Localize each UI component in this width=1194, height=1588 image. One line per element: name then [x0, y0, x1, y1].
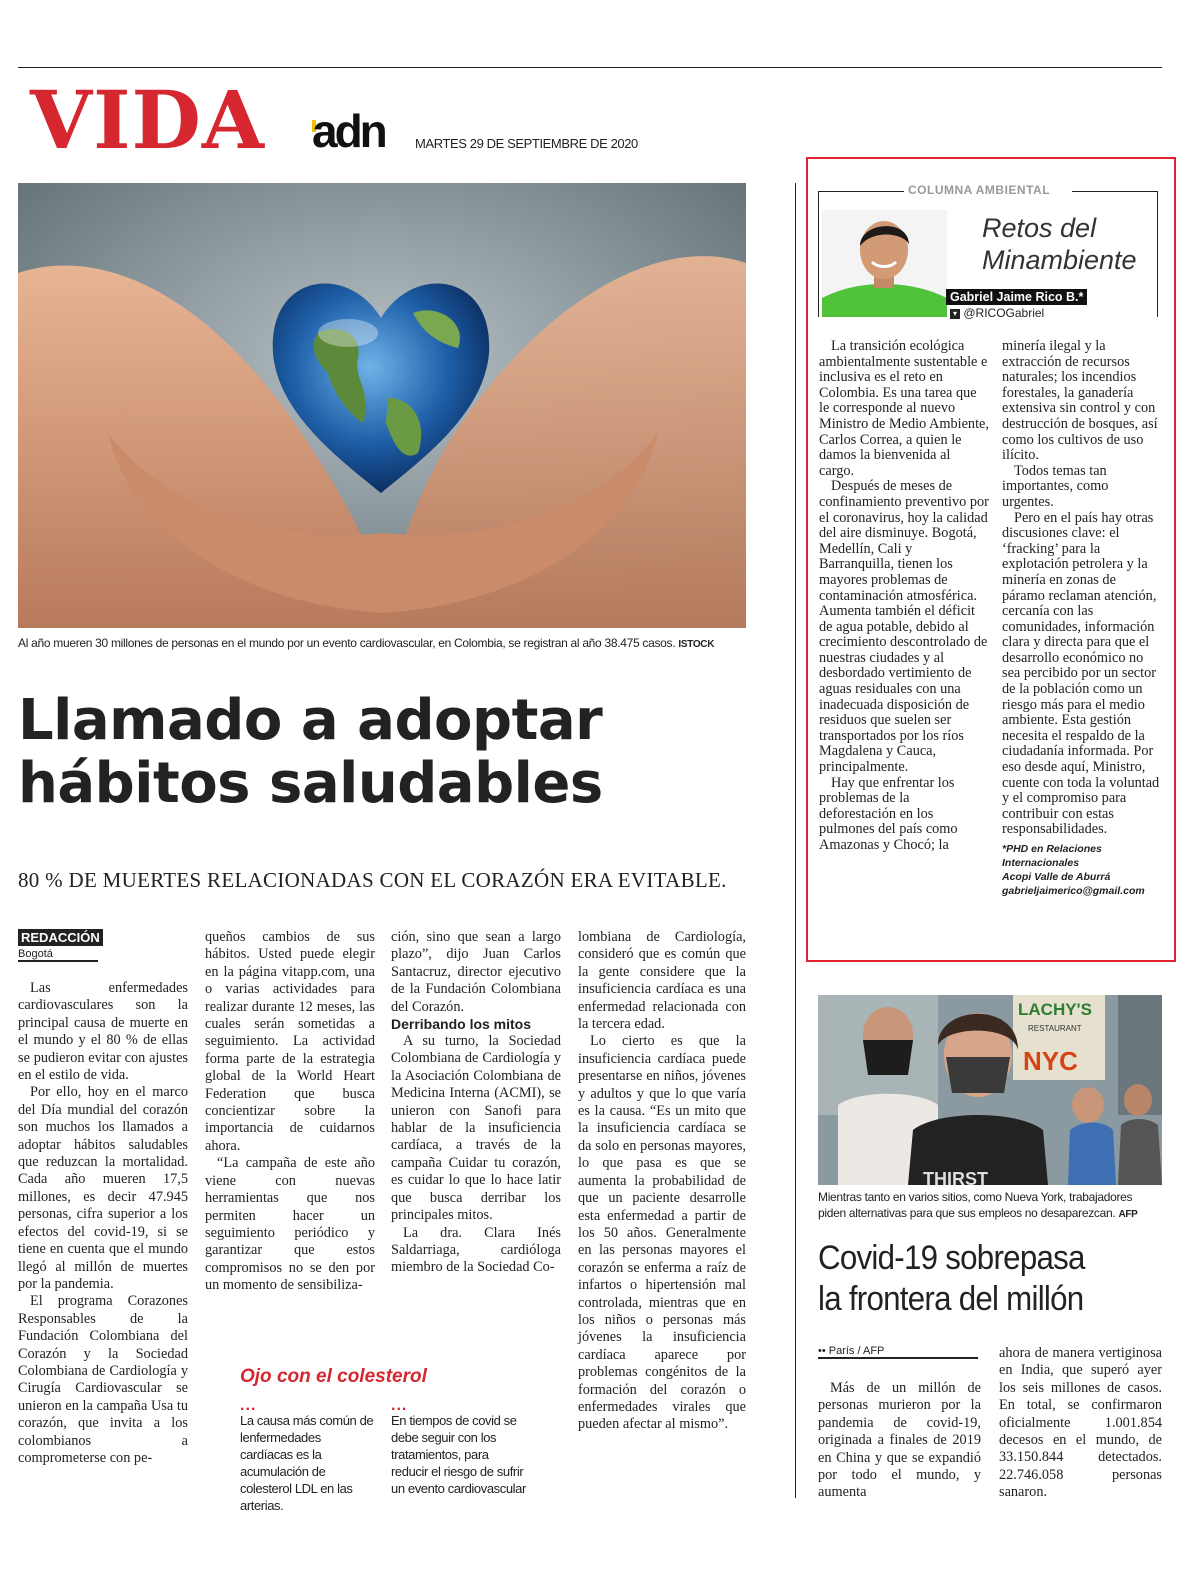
covid-headline-line-1: Covid-19 sobrepasa — [818, 1239, 1085, 1277]
article-column-1 — [18, 980, 188, 1467]
photo-credit: AFP — [1118, 1208, 1138, 1220]
main-headline — [18, 690, 603, 815]
caption-text: Al año mueren 30 millones de personas en el mundo por un evento cardiovascular, en Colombia, se registran al año 38.475 casos. — [18, 636, 676, 650]
sign-nyc: NYC — [1023, 1046, 1078, 1076]
byline-location: Bogotá — [18, 948, 98, 962]
article-column-4 — [578, 929, 746, 1434]
article-column-3 — [391, 929, 561, 1277]
label-rule-right — [1072, 191, 1158, 192]
author-email: gabrieljaimerico@gmail.com — [1002, 885, 1145, 897]
column-title-line-2: Minambiente — [982, 244, 1137, 275]
paragraph: El programa Corazones Responsables de la Fundación Colombiana del Corazón y la Sociedad Colombiana de Cardiología y Cirugía Cardiovascular se unieron en la campaña Usa tu corazón, que invita a los colombianos a comprometerse con pe- — [18, 1293, 188, 1466]
protest-photo-illustration — [818, 995, 1162, 1185]
brand-logo: adn — [312, 105, 385, 157]
bullet-dots: ... — [391, 1397, 408, 1414]
author-credential: *PHD en Relaciones Internacionales — [1002, 843, 1102, 869]
column-author: Gabriel Jaime Rico B.* — [946, 289, 1087, 305]
author-affiliation: Acopi Valle de Aburrá — [1002, 871, 1111, 883]
covid-column-right — [999, 1345, 1162, 1502]
paragraph: Las enfermedades cardiovasculares son la principal causa de muerte en el mundo y el 80 % de ellas se pudieron evitar con ajustes en el estilo de vida. — [18, 980, 188, 1084]
paragraph: La dra. Clara Inés Saldarriaga, cardióloga miembro de la Sociedad Co- — [391, 1224, 561, 1276]
author-portrait-illustration — [822, 210, 947, 317]
paragraph: Pero en el país hay otras discusiones clave: el ‘fracking’ para la explotación petrolera y la minería en zonas de páramo reclaman atención, cercanía con las comunidades, información clara y directa para que el desarrollo económico no sea percibido por un sector de la población como un riesgo más para el medio ambiente. Esta gestión necesita el respaldo de la ciudadanía informada. Por eso desde aquí, Ministro, cuente con toda la voluntad y el compromiso para contribuir con estas responsabilidades. — [1002, 509, 1160, 838]
headline-line-2: hábitos saludables — [18, 750, 603, 816]
covid-column-left — [818, 1380, 981, 1502]
column-title — [982, 213, 1137, 276]
top-rule — [18, 67, 1162, 68]
frame-left — [818, 191, 819, 317]
paragraph: minería ilegal y la extracción de recursos naturales; los incendios forestales, la ganadería extensiva sin control y con destrucción de bosques, así como los cultivos de uso ilícito. — [1002, 338, 1158, 464]
covid-headline — [818, 1238, 1085, 1320]
twitter-icon: ▾ — [950, 309, 960, 319]
paragraph: Más de un millón de personas murieron por la pandemia de covid-19, originada a finales de 2019 en China y que se expandió por todo el mundo, y aumenta — [818, 1380, 981, 1501]
issue-date: MARTES 29 DE SEPTIEMBRE DE 2020 — [415, 136, 638, 151]
main-photo — [18, 183, 746, 628]
author-handle-text: @RICOGabriel — [963, 306, 1045, 320]
author-handle — [950, 306, 1044, 320]
sign-subtext: RESTAURANT — [1028, 1024, 1082, 1033]
paragraph: Hay que enfrentar los problemas de la deforestación en los pulmones del país como Amazonas y Chocó; la — [819, 774, 958, 853]
hands-heart-globe-illustration — [18, 183, 746, 628]
column-label: COLUMNA AMBIENTAL — [908, 183, 1051, 197]
section-subhead: Derribando los mitos — [391, 1016, 532, 1033]
info-box-item-1: La causa más común de lenfermedades cardíacas es la acumulación de colesterol LDL en las arterias. — [240, 1413, 374, 1513]
section-title: VIDA — [30, 73, 265, 167]
column-text-right — [1002, 339, 1162, 898]
paragraph: queños cambios de sus hábitos. Usted puede elegir en la página vitapp.com, una o varias actividades para realizar durante 12 meses, las cuales serán sometidas a seguimiento. La actividad forma parte de la estrategia global de la World Heart Federation que busca concientizar sobre la importancia de cuidarnos ahora. — [205, 929, 375, 1154]
sign-text: LACHY'S — [1018, 1000, 1092, 1019]
paragraph: ción, sino que sean a largo plazo”, dijo Juan Carlos Santacruz, director ejecutivo de la Fundación Colombiana del Corazón. — [391, 929, 561, 1015]
article-column-2 — [205, 929, 375, 1295]
paragraph: Por ello, hoy en el marco del Día mundial del corazón son muchos los llamados a adoptar hábitos saludables que reduzcan la mortalidad. Cada año mueren 17,5 millones, es decir 47.945 personas, cifra superior a los efectos del covid-19, si se tiene en cuenta que el mundo llegó al millón de muertes por la pandemia. — [18, 1084, 188, 1292]
covid-byline-location: •• París / AFP — [818, 1345, 978, 1359]
paragraph: “La campaña de este año viene con nuevas herramientas que nos permiten hacer un seguimiento periódico y garantizar que estos compromisos no se den por un momento de sensibiliza- — [205, 1155, 375, 1294]
byline: REDACCIÓN — [18, 929, 103, 946]
paragraph: A su turno, la Sociedad Colombiana de Cardiología y la Asociación Colombiana de Medicina Interna (ACMI), se unieron con Sanofi para hablar de la insuficiencia cardíaca, a través de la campaña Cuidar tu corazón, es cuidar lo que lo hace latir que busca derribar los principales mitos. — [391, 1033, 561, 1224]
paragraph: ahora de manera vertiginosa en India, que superó ayer los seis millones de casos. En total, se confirmaron oficialmente 1.001.854 decesos en el mundo, de 33.150.844 detectados. 22.746.058 personas sanaron. — [999, 1345, 1162, 1501]
label-rule-left — [818, 191, 904, 192]
caption-text: Mientras tanto en varios sitios, como Nueva York, trabajadores piden alternativas para que sus empleos no desaparezcan. — [818, 1190, 1133, 1220]
covid-photo-caption — [818, 1190, 1162, 1221]
bullet-dots: ... — [240, 1397, 257, 1414]
column-text-left — [819, 339, 989, 854]
shirt-text: THIRST — [923, 1169, 988, 1185]
frame-right — [1157, 191, 1158, 317]
column-title-line-1: Retos del — [982, 213, 1097, 243]
paragraph: Todos temas tan importantes, como urgentes. — [1002, 462, 1109, 510]
main-photo-caption — [18, 636, 746, 652]
column-divider — [795, 183, 796, 1498]
paragraph: Después de meses de confinamiento preventivo por el coronavirus, hoy la calidad del aire disminuye. Bogotá, Medellín, Cali y Barranquilla, tienen los mayores problemas de contaminación atmosférica. Aumenta también el déficit de agua potable, debido al crecimiento descontrolado de nuestras ciudades y al desbordado vertimiento de aguas residuales con una inadecuada disposición de residuos que suelen ser transportados por los ríos Magdalena y Cauca, principalmente. — [819, 478, 989, 776]
paragraph: lombiana de Cardiología, consideró que es común que la gente considere que la insuficiencia cardíaca es una enfermedad relacionada con la tercera edad. — [578, 929, 746, 1033]
info-box-item-2: En tiempos de covid se debe seguir con los tratamientos, para reducir el riesgo de sufrir un evento cardiovascular — [391, 1413, 526, 1496]
paragraph: Lo cierto es que la insuficiencia cardíaca puede presentarse en niños, jóvenes y adultos y que lo que varía es la causa. “Es un mito que la insuficiencia cardíaca se da solo en personas mayores, lo que pasa es que se aumenta la probabilidad de que un paciente desarrolle esta enfermedad a partir de los 50 años. Generalmente en las personas mayores el corazón se enferma a raíz de infartos o hipertensión mal controlada, mientras que en los niños o personas más jóvenes la insuficiencia cardíaca aparece por problemas congénitos de la formación del corazón o enfermedades virales que pueden afectar al mismo”. — [578, 1033, 746, 1433]
info-box-title: Ojo con el colesterol — [240, 1366, 427, 1387]
photo-credit: ISTOCK — [678, 639, 715, 650]
author-signature — [1002, 842, 1162, 898]
author-photo — [822, 210, 947, 317]
headline-line-1: Llamado a adoptar — [18, 688, 603, 753]
covid-photo — [818, 995, 1162, 1185]
sub-headline: 80 % DE MUERTES RELACIONADAS CON EL CORAZÓN ERA EVITABLE. — [18, 868, 727, 892]
paragraph: La transición ecológica ambientalmente sustentable e inclusiva es el reto en Colombia. Es una tarea que le corresponde al nuevo Ministro de Medio Ambiente, Carlos Correa, a quien le damos la bienvenida al cargo. — [819, 338, 989, 479]
covid-headline-line-2: la frontera del millón — [818, 1279, 1084, 1318]
